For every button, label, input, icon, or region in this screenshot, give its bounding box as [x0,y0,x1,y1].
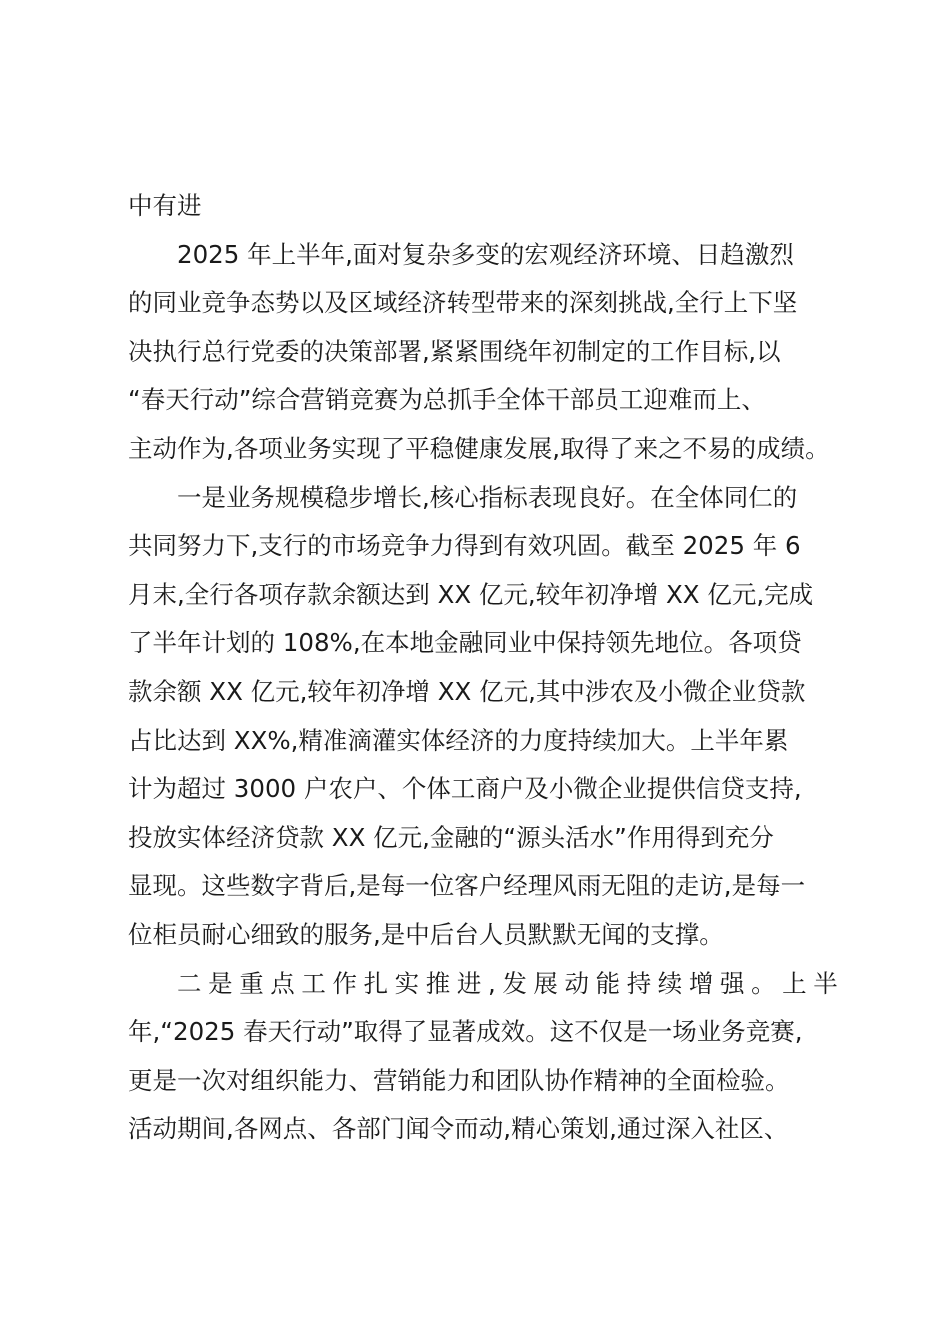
text-line: 投放实体经济贷款 XX 亿元,金融的“源头活水”作用得到充分 [128,822,774,852]
text-line: 位柜员耐心细致的服务,是中后台人员默默无闻的支撑。 [128,919,724,949]
text-line: 活动期间,各网点、各部门闻令而动,精心策划,通过深入社区、 [128,1114,789,1144]
document-page [128,182,838,1154]
text-line: 计为超过 3000 户农户、个体工商户及小微企业提供信贷支持, [128,774,802,804]
text-line: 决执行总行党委的决策部署,紧紧围绕年初制定的工作目标,以 [128,336,781,366]
text-line: 主动作为,各项业务实现了平稳健康发展,取得了来之不易的成绩。 [128,433,830,463]
text-line: 2025 年上半年,面对复杂多变的宏观经济环境、日趋激烈 [177,239,794,269]
text-line: 共同努力下,支行的市场竞争力得到有效巩固。截至 2025 年 6 [128,531,801,561]
text-line: 一是业务规模稳步增长,核心指标表现良好。在全体同仁的 [177,482,798,512]
text-line: “春天行动”综合营销竞赛为总抓手全体干部员工迎难而上、 [128,385,766,415]
text-line: 占比达到 XX%,精准滴灌实体经济的力度持续加大。上半年累 [128,725,789,755]
text-line-justified: 二 是 重 点 工 作 扎 实 推 进 , 发 展 动 能 持 续 增 强 。 上 半 [177,968,838,998]
text-line: 中有进 [128,191,202,220]
text-line: 了半年计划的 108%,在本地金融同业中保持领先地位。各项贷 [128,628,802,658]
text-line: 年,“2025 春天行动”取得了显著成效。这不仅是一场业务竞赛, [128,1017,803,1047]
text-line: 的同业竞争态势以及区域经济转型带来的深刻挑战,全行上下坚 [128,288,798,318]
text-line: 款余额 XX 亿元,较年初净增 XX 亿元,其中涉农及小微企业贷款 [128,676,806,706]
text-line: 更是一次对组织能力、营销能力和团队协作精神的全面检验。 [128,1065,790,1095]
text-line: 月末,全行各项存款余额达到 XX 亿元,较年初净增 XX 亿元,完成 [128,579,814,609]
text-line: 显现。这些数字背后,是每一位客户经理风雨无阻的走访,是每一 [128,871,806,901]
